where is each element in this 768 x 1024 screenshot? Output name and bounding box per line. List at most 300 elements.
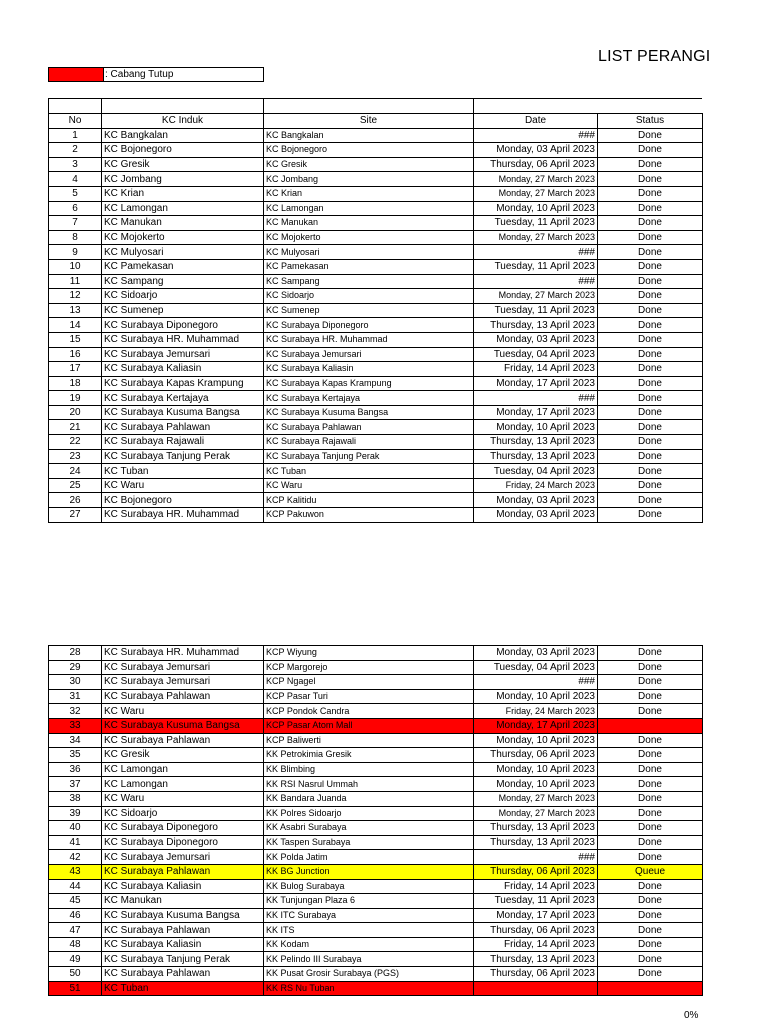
- row-no: 47: [49, 923, 102, 938]
- table-row: [49, 186, 703, 201]
- row-no: 49: [49, 952, 102, 967]
- row-status: Done: [598, 660, 703, 675]
- legend: [48, 67, 264, 82]
- row-status: Done: [598, 420, 703, 435]
- row-site: KC Gresik: [264, 157, 474, 172]
- row-site: KC Surabaya Kapas Krampung: [264, 376, 474, 391]
- row-site: KK Pusat Grosir Surabaya (PGS): [264, 967, 474, 982]
- row-status: Done: [598, 435, 703, 450]
- row-site: KC Bojonegoro: [264, 143, 474, 158]
- row-no: 24: [49, 464, 102, 479]
- table-row: [49, 376, 703, 391]
- row-no: 13: [49, 303, 102, 318]
- table-row: [49, 791, 703, 806]
- row-kc-induk: KC Surabaya Jemursari: [102, 347, 264, 362]
- table-row: [49, 508, 703, 523]
- row-date: Monday, 03 April 2023: [474, 143, 598, 158]
- row-date: Thursday, 06 April 2023: [474, 748, 598, 763]
- row-kc-induk: KC Surabaya Kaliasin: [102, 362, 264, 377]
- row-kc-induk: KC Surabaya Jemursari: [102, 675, 264, 690]
- row-date: Tuesday, 11 April 2023: [474, 216, 598, 231]
- row-no: 16: [49, 347, 102, 362]
- row-status: Done: [598, 835, 703, 850]
- row-status: Done: [598, 733, 703, 748]
- row-kc-induk: KC Bojonegoro: [102, 493, 264, 508]
- row-site: KCP Kalitidu: [264, 493, 474, 508]
- row-site: KCP Pondok Candra: [264, 704, 474, 719]
- row-no: 40: [49, 821, 102, 836]
- row-date: Monday, 10 April 2023: [474, 420, 598, 435]
- table-row: [49, 879, 703, 894]
- row-date: Thursday, 13 April 2023: [474, 952, 598, 967]
- table-header-row: [49, 114, 703, 129]
- row-kc-induk: KC Surabaya Diponegoro: [102, 318, 264, 333]
- row-no: 28: [49, 646, 102, 661]
- row-kc-induk: KC Mojokerto: [102, 230, 264, 245]
- row-no: 19: [49, 391, 102, 406]
- table-row: [49, 850, 703, 865]
- table-row: [49, 689, 703, 704]
- row-date: Thursday, 13 April 2023: [474, 449, 598, 464]
- row-site: KK RSI Nasrul Ummah: [264, 777, 474, 792]
- row-date: Thursday, 06 April 2023: [474, 967, 598, 982]
- row-kc-induk: KC Surabaya Kaliasin: [102, 879, 264, 894]
- row-date: Monday, 17 April 2023: [474, 908, 598, 923]
- row-status: Done: [598, 347, 703, 362]
- table-row: [49, 289, 703, 304]
- row-date: Monday, 10 April 2023: [474, 777, 598, 792]
- row-site: KC Mulyosari: [264, 245, 474, 260]
- row-no: 30: [49, 675, 102, 690]
- header-spacer-line: [473, 98, 702, 99]
- row-site: KC Surabaya Kertajaya: [264, 391, 474, 406]
- row-status: Done: [598, 791, 703, 806]
- table-row: [49, 908, 703, 923]
- row-site: KC Surabaya Kaliasin: [264, 362, 474, 377]
- row-kc-induk: KC Manukan: [102, 894, 264, 909]
- row-date: Monday, 03 April 2023: [474, 493, 598, 508]
- row-no: 23: [49, 449, 102, 464]
- row-status: Done: [598, 923, 703, 938]
- row-kc-induk: KC Surabaya Jemursari: [102, 660, 264, 675]
- table-row: [49, 718, 703, 733]
- row-site: KC Sumenep: [264, 303, 474, 318]
- row-status: Done: [598, 128, 703, 143]
- table-row: [49, 201, 703, 216]
- row-site: KK Bandara Juanda: [264, 791, 474, 806]
- branch-table-part-2: [48, 645, 703, 996]
- row-site: KCP Pasar Turi: [264, 689, 474, 704]
- row-kc-induk: KC Sidoarjo: [102, 289, 264, 304]
- row-status: Done: [598, 646, 703, 661]
- row-kc-induk: KC Surabaya HR. Muhammad: [102, 508, 264, 523]
- row-kc-induk: KC Surabaya Kaliasin: [102, 937, 264, 952]
- row-status: Done: [598, 762, 703, 777]
- table-row: [49, 230, 703, 245]
- row-status: Done: [598, 391, 703, 406]
- row-kc-induk: KC Surabaya Diponegoro: [102, 835, 264, 850]
- row-site: KK Tunjungan Plaza 6: [264, 894, 474, 909]
- row-date: Monday, 27 March 2023: [474, 172, 598, 187]
- table-row: [49, 733, 703, 748]
- row-kc-induk: KC Surabaya HR. Muhammad: [102, 646, 264, 661]
- row-kc-induk: KC Surabaya Kusuma Bangsa: [102, 718, 264, 733]
- row-kc-induk: KC Lamongan: [102, 762, 264, 777]
- row-status: Done: [598, 704, 703, 719]
- row-site: KC Tuban: [264, 464, 474, 479]
- row-site: KCP Baliwerti: [264, 733, 474, 748]
- table-row: [49, 362, 703, 377]
- row-status: Done: [598, 952, 703, 967]
- table-row: [49, 464, 703, 479]
- table-row: [49, 318, 703, 333]
- table-row: [49, 748, 703, 763]
- row-date: ###: [474, 128, 598, 143]
- row-date: Thursday, 06 April 2023: [474, 864, 598, 879]
- row-status: [598, 981, 703, 996]
- table-row: [49, 449, 703, 464]
- row-site: KC Surabaya Rajawali: [264, 435, 474, 450]
- row-date: Thursday, 13 April 2023: [474, 435, 598, 450]
- header-kc-induk: KC Induk: [102, 114, 264, 129]
- table-row: [49, 493, 703, 508]
- row-site: KC Lamongan: [264, 201, 474, 216]
- row-site: KC Manukan: [264, 216, 474, 231]
- row-site: KC Mojokerto: [264, 230, 474, 245]
- table-row: [49, 762, 703, 777]
- row-kc-induk: KC Lamongan: [102, 777, 264, 792]
- row-site: KCP Margorejo: [264, 660, 474, 675]
- row-no: 43: [49, 864, 102, 879]
- row-site: KC Surabaya Diponegoro: [264, 318, 474, 333]
- row-status: Done: [598, 259, 703, 274]
- row-status: Queue: [598, 864, 703, 879]
- row-no: 38: [49, 791, 102, 806]
- row-no: 45: [49, 894, 102, 909]
- row-status: Done: [598, 289, 703, 304]
- row-status: Done: [598, 937, 703, 952]
- row-site: KCP Pasar Atom Mall: [264, 718, 474, 733]
- row-date: Monday, 17 April 2023: [474, 405, 598, 420]
- row-kc-induk: KC Bojonegoro: [102, 143, 264, 158]
- row-date: Thursday, 13 April 2023: [474, 821, 598, 836]
- table-row: [49, 478, 703, 493]
- row-date: Monday, 03 April 2023: [474, 332, 598, 347]
- legend-label: : Cabang Tutup: [105, 69, 174, 80]
- row-status: Done: [598, 318, 703, 333]
- row-no: 14: [49, 318, 102, 333]
- row-status: Done: [598, 478, 703, 493]
- row-kc-induk: KC Surabaya Pahlawan: [102, 864, 264, 879]
- row-status: Done: [598, 508, 703, 523]
- row-status: Done: [598, 821, 703, 836]
- row-no: 4: [49, 172, 102, 187]
- row-site: KK Polres Sidoarjo: [264, 806, 474, 821]
- row-date: Tuesday, 11 April 2023: [474, 894, 598, 909]
- row-status: Done: [598, 201, 703, 216]
- table-row: [49, 347, 703, 362]
- row-date: ###: [474, 245, 598, 260]
- legend-swatch-closed: [49, 68, 104, 81]
- row-status: Done: [598, 157, 703, 172]
- row-kc-induk: KC Surabaya Kertajaya: [102, 391, 264, 406]
- table-row: [49, 835, 703, 850]
- row-kc-induk: KC Sidoarjo: [102, 806, 264, 821]
- row-kc-induk: KC Surabaya Jemursari: [102, 850, 264, 865]
- row-status: Done: [598, 493, 703, 508]
- row-status: Done: [598, 303, 703, 318]
- row-site: KC Surabaya Pahlawan: [264, 420, 474, 435]
- row-status: Done: [598, 362, 703, 377]
- row-no: 46: [49, 908, 102, 923]
- row-kc-induk: KC Pamekasan: [102, 259, 264, 274]
- row-date: Monday, 03 April 2023: [474, 508, 598, 523]
- row-no: 35: [49, 748, 102, 763]
- table-row: [49, 777, 703, 792]
- row-date: Monday, 27 March 2023: [474, 289, 598, 304]
- row-no: 29: [49, 660, 102, 675]
- row-no: 6: [49, 201, 102, 216]
- row-no: 9: [49, 245, 102, 260]
- row-status: Done: [598, 332, 703, 347]
- row-kc-induk: KC Surabaya Rajawali: [102, 435, 264, 450]
- table-row: [49, 981, 703, 996]
- row-kc-induk: KC Surabaya Diponegoro: [102, 821, 264, 836]
- row-no: 36: [49, 762, 102, 777]
- table-row: [49, 143, 703, 158]
- row-kc-induk: KC Surabaya Pahlawan: [102, 967, 264, 982]
- row-date: Monday, 10 April 2023: [474, 762, 598, 777]
- row-status: Done: [598, 449, 703, 464]
- table-row: [49, 646, 703, 661]
- row-site: KCP Pakuwon: [264, 508, 474, 523]
- row-kc-induk: KC Surabaya Kusuma Bangsa: [102, 405, 264, 420]
- table-row: [49, 923, 703, 938]
- row-date: Monday, 27 March 2023: [474, 186, 598, 201]
- row-site: KC Sampang: [264, 274, 474, 289]
- row-status: Done: [598, 879, 703, 894]
- row-date: Monday, 03 April 2023: [474, 646, 598, 661]
- progress-percent: 0%: [684, 1010, 699, 1021]
- row-status: Done: [598, 245, 703, 260]
- header-spacer-cell: [263, 98, 474, 113]
- row-status: Done: [598, 689, 703, 704]
- row-date: Thursday, 13 April 2023: [474, 318, 598, 333]
- row-no: 5: [49, 186, 102, 201]
- header-date: Date: [474, 114, 598, 129]
- row-date: Friday, 14 April 2023: [474, 937, 598, 952]
- row-kc-induk: KC Surabaya Tanjung Perak: [102, 449, 264, 464]
- row-kc-induk: KC Mulyosari: [102, 245, 264, 260]
- row-kc-induk: KC Tuban: [102, 981, 264, 996]
- row-kc-induk: KC Bangkalan: [102, 128, 264, 143]
- row-site: KC Surabaya Tanjung Perak: [264, 449, 474, 464]
- table-row: [49, 967, 703, 982]
- row-date: Tuesday, 04 April 2023: [474, 660, 598, 675]
- row-no: 34: [49, 733, 102, 748]
- row-date: ###: [474, 675, 598, 690]
- table-row: [49, 952, 703, 967]
- row-no: 39: [49, 806, 102, 821]
- row-date: ###: [474, 391, 598, 406]
- row-date: Tuesday, 11 April 2023: [474, 303, 598, 318]
- row-kc-induk: KC Manukan: [102, 216, 264, 231]
- table-row: [49, 435, 703, 450]
- row-date: Friday, 14 April 2023: [474, 362, 598, 377]
- row-no: 42: [49, 850, 102, 865]
- row-site: KK Petrokimia Gresik: [264, 748, 474, 763]
- row-kc-induk: KC Sampang: [102, 274, 264, 289]
- row-kc-induk: KC Surabaya Kusuma Bangsa: [102, 908, 264, 923]
- row-no: 7: [49, 216, 102, 231]
- row-status: Done: [598, 894, 703, 909]
- row-date: Friday, 24 March 2023: [474, 478, 598, 493]
- row-date: [474, 981, 598, 996]
- row-site: KCP Ngagel: [264, 675, 474, 690]
- row-date: Thursday, 06 April 2023: [474, 923, 598, 938]
- row-site: KK Polda Jatim: [264, 850, 474, 865]
- row-kc-induk: KC Surabaya Pahlawan: [102, 689, 264, 704]
- row-status: Done: [598, 850, 703, 865]
- row-site: KC Pamekasan: [264, 259, 474, 274]
- row-status: Done: [598, 675, 703, 690]
- page-title: LIST PERANGI: [598, 48, 711, 65]
- table-row: [49, 821, 703, 836]
- row-date: Friday, 24 March 2023: [474, 704, 598, 719]
- row-no: 8: [49, 230, 102, 245]
- row-no: 20: [49, 405, 102, 420]
- row-status: Done: [598, 216, 703, 231]
- row-status: Done: [598, 274, 703, 289]
- row-kc-induk: KC Gresik: [102, 748, 264, 763]
- table-row: [49, 172, 703, 187]
- header-status: Status: [598, 114, 703, 129]
- row-date: Monday, 17 April 2023: [474, 718, 598, 733]
- row-date: Tuesday, 04 April 2023: [474, 347, 598, 362]
- row-date: Monday, 17 April 2023: [474, 376, 598, 391]
- row-site: KK Bulog Surabaya: [264, 879, 474, 894]
- row-no: 17: [49, 362, 102, 377]
- table-row: [49, 128, 703, 143]
- row-kc-induk: KC Waru: [102, 791, 264, 806]
- row-kc-induk: KC Sumenep: [102, 303, 264, 318]
- row-no: 37: [49, 777, 102, 792]
- row-site: KC Surabaya HR. Muhammad: [264, 332, 474, 347]
- row-site: KK Asabri Surabaya: [264, 821, 474, 836]
- table-row: [49, 864, 703, 879]
- row-kc-induk: KC Jombang: [102, 172, 264, 187]
- row-no: 15: [49, 332, 102, 347]
- row-no: 10: [49, 259, 102, 274]
- table-row: [49, 660, 703, 675]
- table-row: [49, 391, 703, 406]
- branch-table-part-1: [48, 113, 703, 523]
- row-date: Monday, 10 April 2023: [474, 733, 598, 748]
- row-no: 27: [49, 508, 102, 523]
- row-no: 48: [49, 937, 102, 952]
- row-kc-induk: KC Surabaya Pahlawan: [102, 420, 264, 435]
- row-no: 2: [49, 143, 102, 158]
- row-kc-induk: KC Surabaya Kapas Krampung: [102, 376, 264, 391]
- row-site: KK Pelindo III Surabaya: [264, 952, 474, 967]
- header-spacer-cell: [48, 98, 102, 113]
- row-site: KC Sidoarjo: [264, 289, 474, 304]
- row-no: 32: [49, 704, 102, 719]
- row-kc-induk: KC Surabaya HR. Muhammad: [102, 332, 264, 347]
- row-site: KK BG Junction: [264, 864, 474, 879]
- row-status: Done: [598, 967, 703, 982]
- row-kc-induk: KC Krian: [102, 186, 264, 201]
- row-date: Thursday, 06 April 2023: [474, 157, 598, 172]
- table-row: [49, 806, 703, 821]
- header-no: No: [49, 114, 102, 129]
- row-date: Monday, 27 March 2023: [474, 806, 598, 821]
- row-site: KK Taspen Surabaya: [264, 835, 474, 850]
- row-site: KK ITS: [264, 923, 474, 938]
- row-site: KK RS Nu Tuban: [264, 981, 474, 996]
- row-no: 41: [49, 835, 102, 850]
- row-no: 31: [49, 689, 102, 704]
- row-kc-induk: KC Waru: [102, 478, 264, 493]
- row-kc-induk: KC Tuban: [102, 464, 264, 479]
- row-site: KC Bangkalan: [264, 128, 474, 143]
- row-status: Done: [598, 405, 703, 420]
- row-status: Done: [598, 777, 703, 792]
- row-site: KK Blimbing: [264, 762, 474, 777]
- row-date: Monday, 27 March 2023: [474, 230, 598, 245]
- table-row: [49, 303, 703, 318]
- row-status: Done: [598, 908, 703, 923]
- header-site: Site: [264, 114, 474, 129]
- row-date: ###: [474, 850, 598, 865]
- row-kc-induk: KC Surabaya Tanjung Perak: [102, 952, 264, 967]
- row-site: KK Kodam: [264, 937, 474, 952]
- row-no: 12: [49, 289, 102, 304]
- row-no: 18: [49, 376, 102, 391]
- table-row: [49, 245, 703, 260]
- row-kc-induk: KC Lamongan: [102, 201, 264, 216]
- header-spacer-cell: [101, 98, 264, 113]
- table-row: [49, 216, 703, 231]
- row-date: Thursday, 13 April 2023: [474, 835, 598, 850]
- row-no: 22: [49, 435, 102, 450]
- row-no: 25: [49, 478, 102, 493]
- table-row: [49, 259, 703, 274]
- row-no: 21: [49, 420, 102, 435]
- row-status: Done: [598, 186, 703, 201]
- row-site: KCP Wiyung: [264, 646, 474, 661]
- row-site: KC Surabaya Jemursari: [264, 347, 474, 362]
- row-status: [598, 718, 703, 733]
- row-status: Done: [598, 806, 703, 821]
- row-site: KC Surabaya Kusuma Bangsa: [264, 405, 474, 420]
- row-no: 44: [49, 879, 102, 894]
- row-date: ###: [474, 274, 598, 289]
- row-kc-induk: KC Surabaya Pahlawan: [102, 923, 264, 938]
- row-date: Monday, 10 April 2023: [474, 201, 598, 216]
- row-kc-induk: KC Gresik: [102, 157, 264, 172]
- table-row: [49, 405, 703, 420]
- row-date: Tuesday, 11 April 2023: [474, 259, 598, 274]
- row-site: KC Jombang: [264, 172, 474, 187]
- row-no: 33: [49, 718, 102, 733]
- table-row: [49, 420, 703, 435]
- row-status: Done: [598, 376, 703, 391]
- row-kc-induk: KC Surabaya Pahlawan: [102, 733, 264, 748]
- row-no: 51: [49, 981, 102, 996]
- row-site: KC Waru: [264, 478, 474, 493]
- row-status: Done: [598, 172, 703, 187]
